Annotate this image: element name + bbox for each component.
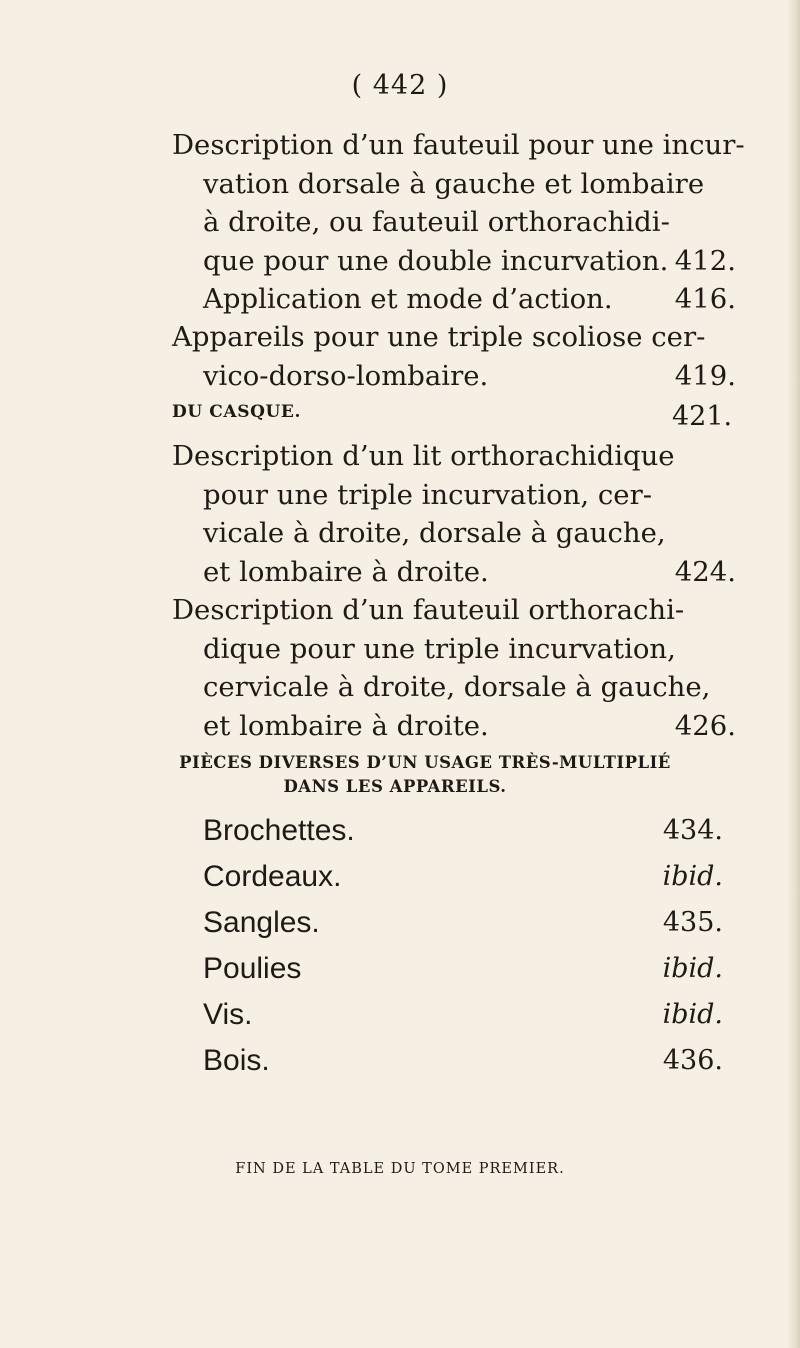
entry-line: pour une triple incurvation, cer- — [203, 478, 653, 511]
entry-line: et lombaire à droite. — [203, 709, 489, 742]
entry-page-ref: 416. — [674, 283, 736, 315]
section-page-ref: 421. — [672, 401, 733, 432]
page-number: ( 442 ) — [351, 70, 449, 101]
entry-line: à droite, ou fauteuil orthorachidi- — [203, 206, 670, 238]
item-page-ref: ibid. — [662, 999, 723, 1030]
entry-page-ref: 419. — [674, 359, 736, 392]
toc-entry — [172, 437, 736, 591]
item-label: Bois. — [203, 1044, 270, 1077]
section-heading-pieces-line2: DANS LES APPAREILS. — [283, 777, 507, 796]
item-page-ref: 434. — [662, 815, 723, 846]
list-item — [203, 810, 723, 852]
item-label: Cordeaux. — [203, 860, 342, 893]
toc-entry — [172, 318, 736, 395]
item-label: Vis. — [203, 998, 253, 1031]
entry-page-ref: 424. — [674, 555, 736, 588]
item-label: Brochettes. — [203, 814, 355, 847]
toc-entry — [172, 591, 736, 745]
entry-line: cervicale à droite, dorsale à gauche, — [203, 671, 711, 703]
section-heading-pieces: PIÈCES DIVERSES D’UN USAGE TRÈS-MULTIPLIÉ — [179, 753, 671, 772]
entry-line: Description d’un fauteuil pour une incur- — [172, 129, 745, 161]
item-label: Poulies — [203, 952, 302, 985]
entry-line: et lombaire à droite. — [203, 555, 489, 588]
toc-entry — [172, 126, 745, 280]
item-label: Sangles. — [203, 906, 320, 939]
entry-line: Description d’un lit orthorachidique — [172, 440, 675, 472]
item-page-ref: 436. — [662, 1045, 723, 1076]
entry-line: Appareils pour une triple scoliose cer- — [172, 321, 706, 353]
list-item — [203, 948, 723, 990]
item-page-ref: ibid. — [662, 861, 723, 892]
list-item — [203, 994, 723, 1036]
page-edge — [786, 0, 800, 1348]
colophon: FIN DE LA TABLE DU TOME PREMIER. — [235, 1161, 565, 1177]
item-page-ref: 435. — [662, 907, 723, 938]
entry-line: Application et mode d’action. — [203, 283, 613, 315]
entry-line: dique pour une triple incurvation, — [203, 632, 676, 665]
entry-line: vicale à droite, dorsale à gauche, — [203, 517, 666, 549]
toc-entry — [203, 280, 736, 319]
entry-page-ref: 412. — [674, 244, 736, 277]
list-item — [203, 856, 723, 898]
entry-page-ref: 426. — [674, 709, 736, 742]
entry-line: vico-dorso-lombaire. — [203, 359, 489, 392]
entry-line: Description d’un fauteuil orthorachi- — [172, 594, 685, 626]
list-item — [203, 1040, 723, 1082]
item-page-ref: ibid. — [662, 953, 723, 984]
list-item — [203, 902, 723, 944]
entry-line: vation dorsale à gauche et lombaire — [203, 167, 705, 200]
entry-line: que pour une double incurvation. — [203, 244, 669, 277]
section-heading-casque: DU CASQUE. — [172, 402, 301, 422]
